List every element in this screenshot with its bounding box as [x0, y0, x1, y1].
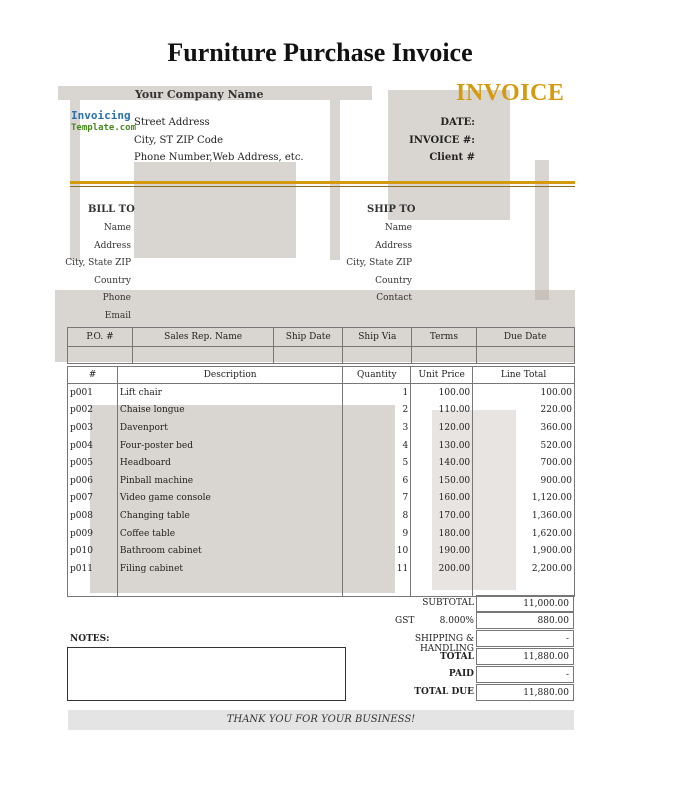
table-row — [68, 454, 575, 472]
bill-to-field-label: City, State ZIP — [65, 258, 131, 268]
item-desc-cell: Headboard — [117, 454, 342, 472]
item-qty-cell: 1 — [343, 384, 411, 402]
paid-label: PAID — [448, 669, 474, 679]
bill-to-field-label: Phone — [102, 293, 131, 303]
item-total-cell: 1,120.00 — [473, 490, 575, 508]
ship-to-field-label: Country — [375, 275, 412, 286]
items-header-cell: # — [68, 367, 118, 384]
item-code-cell: p002 — [68, 402, 118, 420]
item-desc-cell: Bathroom cabinet — [117, 542, 342, 560]
total-label: TOTAL — [439, 652, 474, 662]
item-desc-cell: Changing table — [117, 507, 342, 525]
item-price-cell: 100.00 — [411, 384, 473, 402]
company-contact: Phone Number,Web Address, etc. — [134, 152, 304, 163]
item-code-cell: p005 — [68, 454, 118, 472]
item-price-cell: 140.00 — [411, 454, 473, 472]
paid-value: - — [476, 666, 574, 683]
order-header-cell: Ship Via — [343, 328, 412, 347]
item-total-cell: 520.00 — [473, 437, 575, 455]
item-qty-cell: 2 — [343, 402, 411, 420]
item-desc-cell: Lift chair — [117, 384, 342, 402]
item-qty-cell: 5 — [343, 454, 411, 472]
item-desc-cell: Four-poster bed — [117, 437, 342, 455]
gst-value: 880.00 — [476, 612, 574, 629]
item-qty-cell: 7 — [343, 490, 411, 508]
item-qty-cell: 10 — [343, 542, 411, 560]
item-qty-cell: 3 — [343, 419, 411, 437]
table-row — [68, 525, 575, 543]
bill-to-field-label: Country — [94, 275, 131, 286]
item-code-cell: p003 — [68, 419, 118, 437]
shipping-value: - — [476, 630, 574, 647]
table-row — [68, 490, 575, 508]
table-row — [68, 472, 575, 490]
item-total-cell: 360.00 — [473, 419, 575, 437]
items-header-cell: Unit Price — [411, 367, 473, 384]
client-number-label: Client # — [429, 152, 475, 163]
watermark-monitor — [134, 162, 296, 258]
header-divider-thin — [70, 186, 575, 187]
order-info-table — [67, 327, 575, 364]
item-qty-cell: 6 — [343, 472, 411, 490]
item-desc-cell: Pinball machine — [117, 472, 342, 490]
item-price-cell: 160.00 — [411, 490, 473, 508]
table-row — [68, 437, 575, 455]
thank-you-banner: THANK YOU FOR YOUR BUSINESS! — [68, 710, 574, 730]
gst-rate: 8.000% — [439, 616, 474, 626]
company-name: Your Company Name — [135, 88, 264, 101]
invoice-number-label: INVOICE #: — [409, 135, 475, 146]
item-price-cell: 170.00 — [411, 507, 473, 525]
item-price-cell: 190.00 — [411, 542, 473, 560]
logo-line2: Template.com — [71, 123, 137, 133]
item-qty-cell: 8 — [343, 507, 411, 525]
item-code-cell: p004 — [68, 437, 118, 455]
table-row — [68, 578, 575, 597]
items-table — [67, 366, 575, 597]
item-code-cell: p006 — [68, 472, 118, 490]
company-logo — [71, 110, 136, 134]
ship-to-field-label: Name — [384, 223, 412, 233]
notes-label: NOTES: — [70, 634, 110, 644]
item-qty-cell: 4 — [343, 437, 411, 455]
item-code-cell: p007 — [68, 490, 118, 508]
order-header-cell: Ship Date — [274, 328, 343, 347]
item-total-cell: 100.00 — [473, 384, 575, 402]
table-row — [68, 419, 575, 437]
item-code-cell: p009 — [68, 525, 118, 543]
order-header-cell: P.O. # — [68, 328, 133, 347]
item-price-cell: 110.00 — [411, 402, 473, 420]
company-street: Street Address — [134, 117, 210, 128]
item-code-cell: p001 — [68, 384, 118, 402]
bill-to-field-label: Address — [94, 240, 131, 251]
order-header-cell: Sales Rep. Name — [133, 328, 274, 347]
item-qty-cell: 9 — [343, 525, 411, 543]
bill-to-heading: BILL TO — [88, 204, 135, 215]
items-header-cell: Line Total — [473, 367, 575, 384]
ship-to-heading: SHIP TO — [367, 204, 416, 215]
ship-to-field-label: Contact — [376, 293, 412, 303]
items-header-cell: Quantity — [343, 367, 411, 384]
logo-line1: Invoicing — [71, 109, 131, 122]
item-desc-cell: Coffee table — [117, 525, 342, 543]
item-total-cell: 900.00 — [473, 472, 575, 490]
table-row — [68, 384, 575, 402]
item-desc-cell: Davenport — [117, 419, 342, 437]
order-header-cell: Due Date — [476, 328, 575, 347]
bill-to-field-label: Email — [104, 310, 131, 321]
watermark-desk-leg — [330, 100, 340, 260]
item-total-cell: 1,620.00 — [473, 525, 575, 543]
item-code-cell: p011 — [68, 560, 118, 578]
date-label: DATE: — [440, 117, 475, 128]
item-desc-cell: Chaise longue — [117, 402, 342, 420]
order-header-cell: Terms — [412, 328, 476, 347]
table-row — [68, 402, 575, 420]
total-due-label: TOTAL DUE — [414, 687, 474, 697]
item-price-cell: 200.00 — [411, 560, 473, 578]
page-title: Furniture Purchase Invoice — [167, 38, 473, 67]
header-divider — [70, 181, 575, 184]
item-code-cell: p008 — [68, 507, 118, 525]
invoice-heading: INVOICE — [456, 80, 565, 106]
table-row — [68, 507, 575, 525]
item-qty-cell: 11 — [343, 560, 411, 578]
ship-to-field-label: City, State ZIP — [346, 258, 412, 268]
table-row — [68, 542, 575, 560]
total-due-value: 11,880.00 — [476, 684, 574, 701]
subtotal-value: 11,000.00 — [476, 595, 574, 612]
items-header-cell: Description — [117, 367, 342, 384]
item-desc-cell: Video game console — [117, 490, 342, 508]
item-price-cell: 120.00 — [411, 419, 473, 437]
notes-box[interactable] — [67, 647, 346, 701]
item-code-cell: p010 — [68, 542, 118, 560]
subtotal-label: SUBTOTAL — [422, 598, 474, 608]
item-total-cell: 1,900.00 — [473, 542, 575, 560]
company-city: City, ST ZIP Code — [134, 135, 224, 146]
item-price-cell: 180.00 — [411, 525, 473, 543]
table-row — [68, 560, 575, 578]
bill-to-field-label: Name — [103, 223, 131, 233]
item-total-cell: 2,200.00 — [473, 560, 575, 578]
item-total-cell: 220.00 — [473, 402, 575, 420]
item-desc-cell: Filing cabinet — [117, 560, 342, 578]
ship-to-field-label: Address — [375, 240, 412, 251]
item-price-cell: 130.00 — [411, 437, 473, 455]
gst-label: GST — [395, 616, 415, 626]
item-total-cell: 700.00 — [473, 454, 575, 472]
item-price-cell: 150.00 — [411, 472, 473, 490]
shipping-label: SHIPPING & HANDLING — [414, 634, 474, 654]
total-value: 11,880.00 — [476, 648, 574, 665]
item-total-cell: 1,360.00 — [473, 507, 575, 525]
